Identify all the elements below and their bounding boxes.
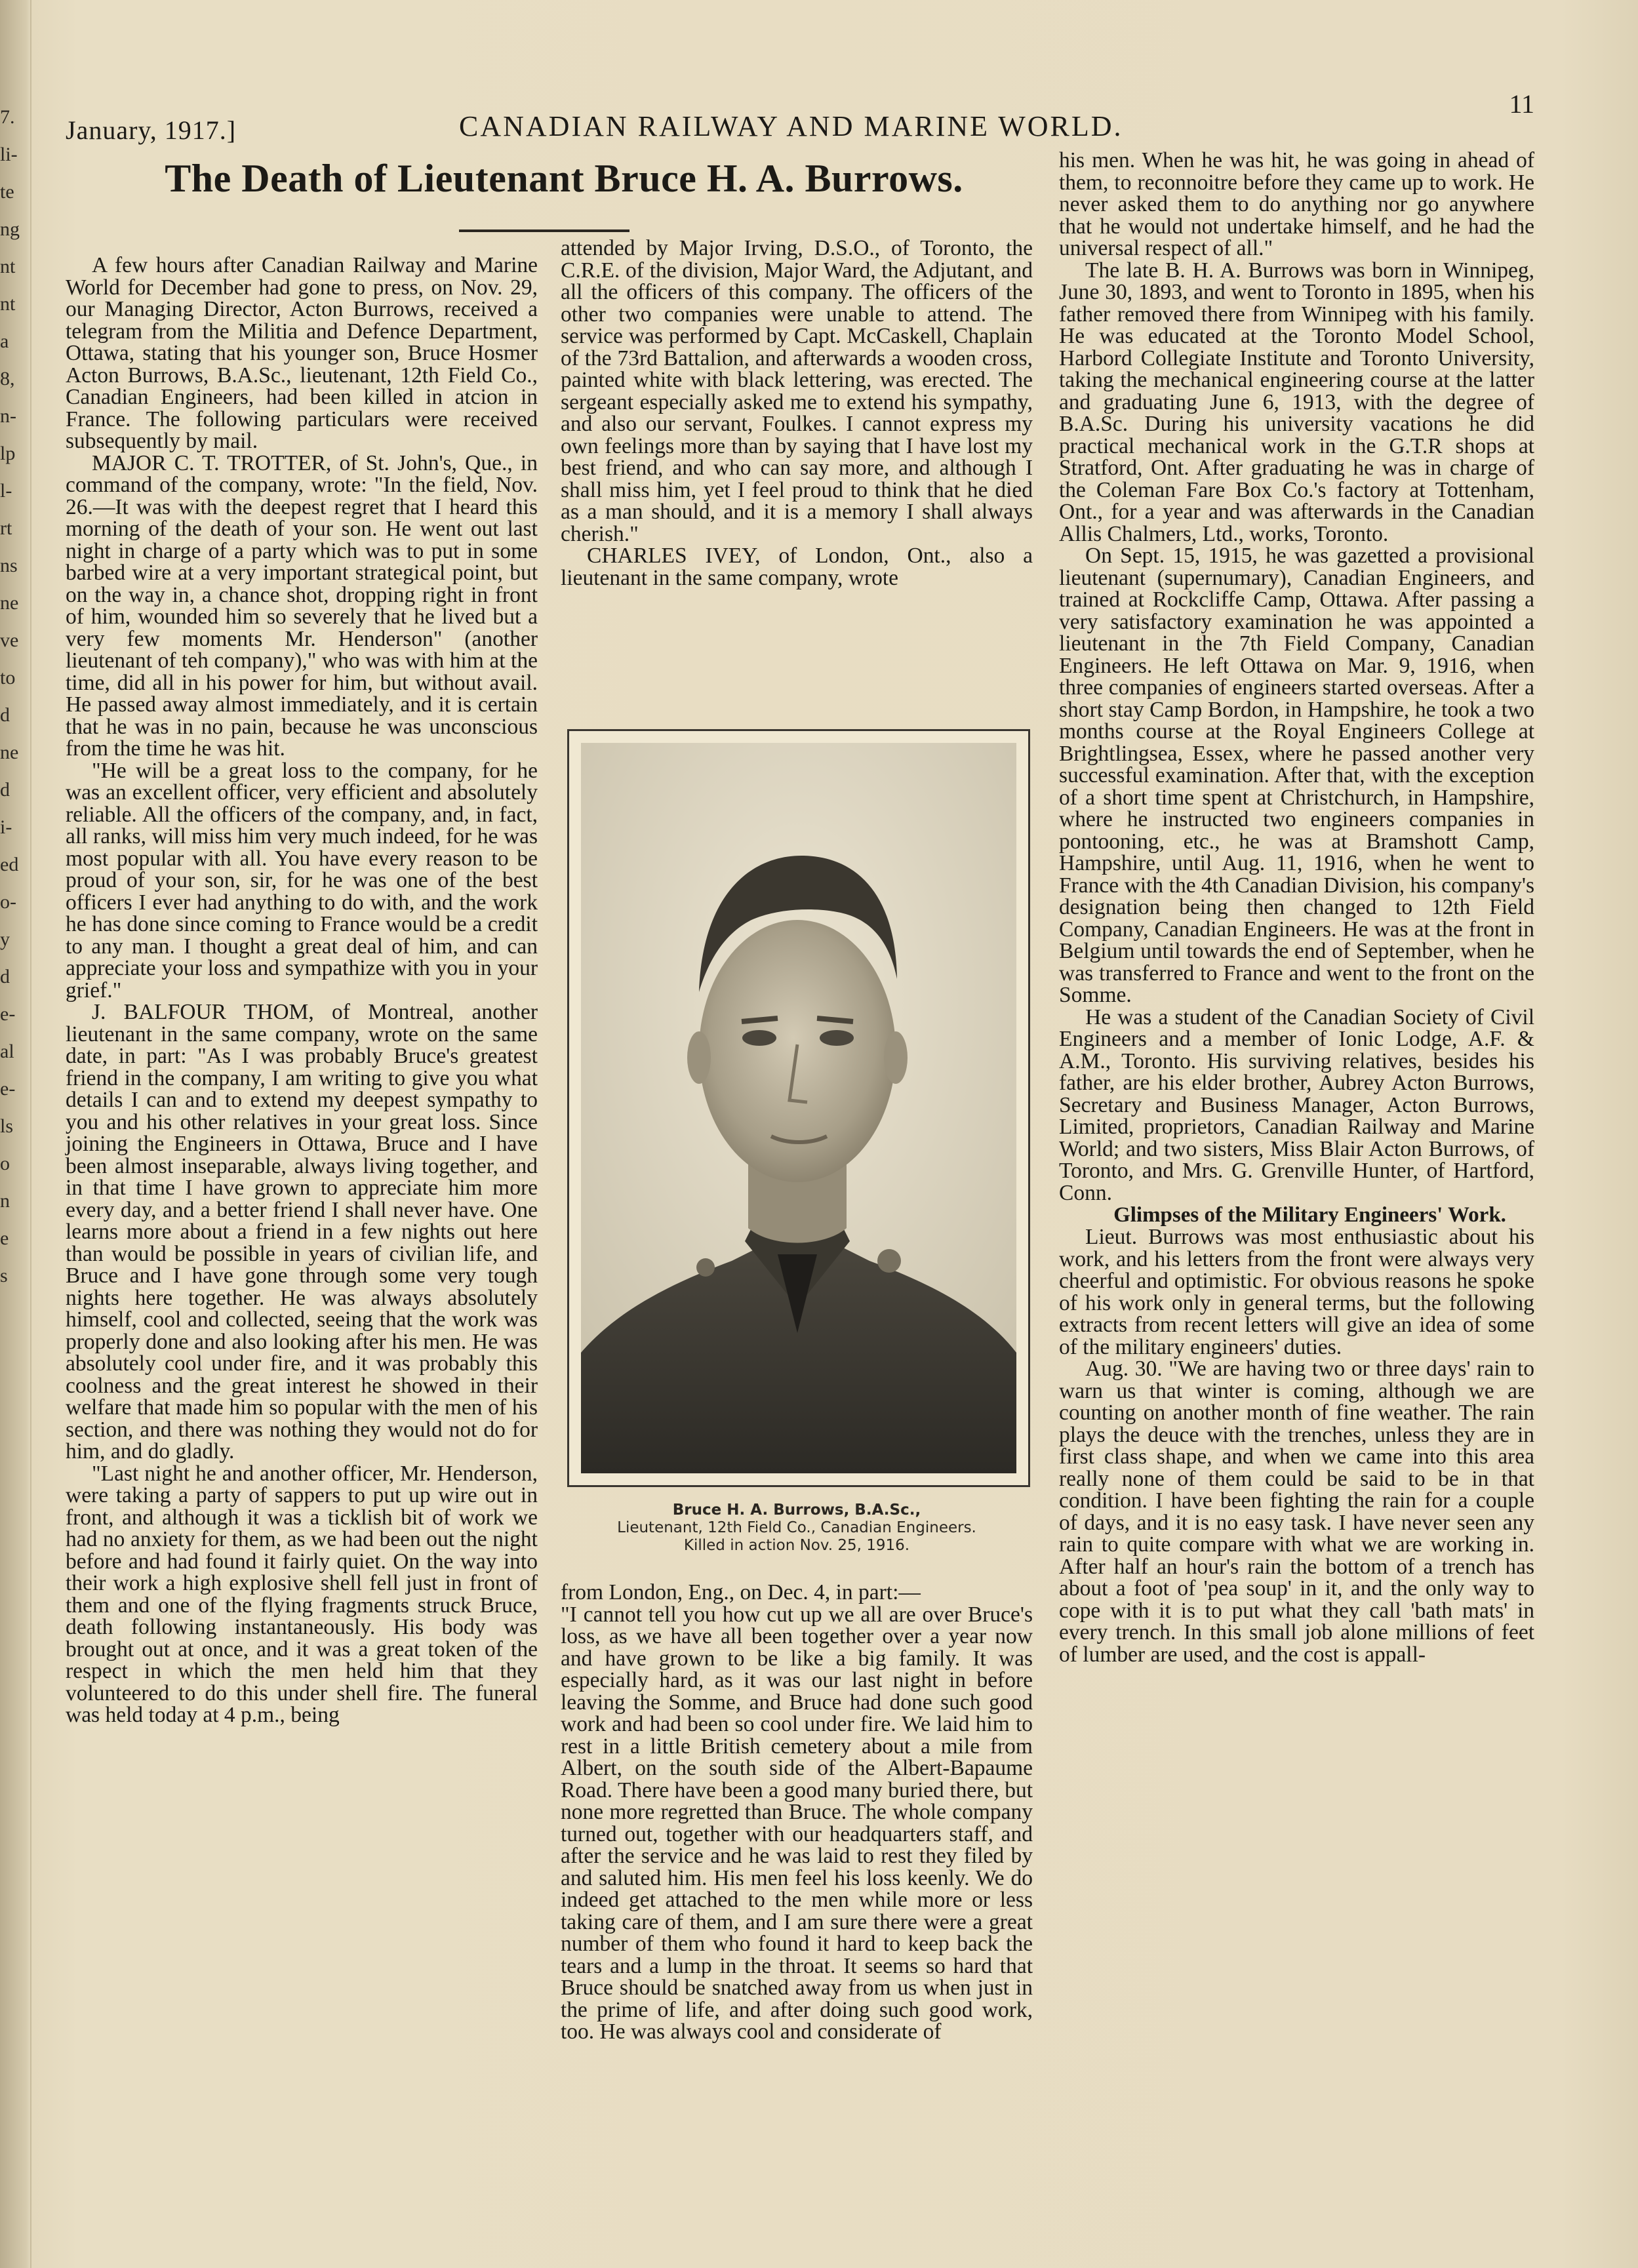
portrait-illustration [581, 743, 1016, 1473]
margin-fragment: ng [0, 218, 20, 240]
paragraph: attended by Major Irving, D.S.O., of Toronto, the C.R.E. of the division, Major Ward, the Adjutant, and all the officers of this company. The officers of the other two companies were unable to attend. The service was performed by Capt. McCaskell, Chaplain of the 73rd Battalion, and afterwards a wooden cross, painted white with black lettering, was erected. The sergeant especially asked me to extend his sympathy, and also our servant, Foulkes. I cannot express my own feelings more than by saying that I have lost my best friend, and who can say more, and although I shall miss him, yet I feel proud to think that he died as a man should, and it is a memory I shall always cherish." [561, 236, 1033, 546]
paragraph: "Last night he and another officer, Mr. Henderson, were taking a party of sappers to put up wire out in front, and although it was a ticklish bit of work we had no anxiety for them, as we had been out the night before and had found it fairly quiet. On the way into their work a high explosive shell fell just in front of them and one of the flying fragments struck Bruce, death following instantaneously. His body was brought out at once, and it was a great token of the respect in which the men held him that they volunteered to do this under shell fire. The funeral was held today at 4 p.m., being [66, 1461, 538, 1727]
margin-fragment: ne [0, 592, 19, 614]
article-headline: The Death of Lieutenant Bruce H. A. Burrows. [165, 157, 963, 200]
caption-rank: Lieutenant, 12th Field Co., Canadian Engineers. [617, 1519, 976, 1536]
margin-fragment: rt [0, 517, 12, 539]
margin-fragment: a [0, 330, 9, 352]
margin-fragment: e [0, 1227, 9, 1249]
paragraph: A few hours after Canadian Railway and Marine World for December had gone to press, on Nov. 29, our Managing Director, Acton Burrows, received a telegram from the Militia and Defence Department, Ottawa, stating that his younger son, Bruce Hosmer Acton Burrows, B.A.Sc., lieutenant, 12th Field Co., Canadian Engineers, had been killed in atcion in France. The following particulars were received subsequently by mail. [66, 253, 538, 453]
margin-fragment: e- [0, 1003, 16, 1025]
caption-death: Killed in action Nov. 25, 1916. [683, 1537, 910, 1554]
column-2-top [561, 237, 1033, 709]
previous-page-margin-fragments [0, 98, 26, 1294]
paragraph: Lieut. Burrows was most enthusiastic about his work, and his letters from the front were always very cheerful and optimistic. For obvious reasons he spoke of his work only in general terms, but the following extracts from recent letters will give an idea of some of the military engineers' duties. [1059, 1225, 1534, 1359]
caption-name: Bruce H. A. Burrows, B.A.Sc., [672, 1502, 921, 1519]
portrait-frame [567, 729, 1030, 1487]
page-number: 11 [1509, 89, 1534, 119]
section-subhead: Glimpses of the Military Engineers' Work. [1113, 1203, 1506, 1227]
margin-fragment: n- [0, 405, 16, 427]
margin-fragment: lp [0, 443, 16, 464]
margin-fragment: to [0, 667, 16, 688]
margin-fragment: ls [0, 1115, 14, 1137]
paragraph: CHARLES IVEY, of London, Ont., also a lieutenant in the same company, wrote [561, 544, 1033, 590]
paragraph: Aug. 30. "We are having two or three days' rain to warn us that winter is coming, although we are counting on another month of fine weather. The rain plays the deuce with the trenches, unless they are in first class shape, and when we came into this area really none of them could be said to be in that condition. I have been fighting the rain for a couple of days, and it is no easy task. I have never seen any rain to quite compare with what we are working in. After half an hour's rain the bottom of a trench has about a foot of 'pea soup' in it, and the only way to cope with it is to put what they call 'bath mats' in every trench. In this small job alone millions of feet of lumber are used, and the cost is appall- [1059, 1357, 1534, 1667]
margin-fragment: ve [0, 629, 19, 651]
margin-fragment: al [0, 1041, 14, 1062]
margin-fragment: o [0, 1153, 10, 1174]
margin-fragment: 8, [0, 368, 15, 389]
paragraph: "He will be a great loss to the company, for he was an excellent officer, very efficient and absolutely reliable. All the officers of the company, and, in fact, all ranks, will miss him very much indeed, for he was most popular with all. You have every reason to be proud of your son, sir, for he was one of the best officers I ever had anything to do with, and the work he has done since coming to France would be a credit to any man. I thought a great deal of him, and can appreciate your loss and sympathize with you in your grief." [66, 758, 538, 1003]
margin-fragment: ed [0, 854, 19, 875]
header-date: January, 1917.] [66, 115, 237, 145]
headline-rule [459, 229, 629, 232]
paragraph: He was a student of the Canadian Society of Civil Engineers and a member of Ionic Lodge, A.F. & A.M., Toronto. His surviving relatives, besides his father, are his elder brother, Aubrey Acton Burrows, Secretary and Business Manager, Acton Burrows, Limited, proprietors, Canadian Railway and Marine World; and two sisters, Miss Blair Acton Burrows, of Toronto, and Mrs. G. Grenville Hunter, of Hartford, Conn. [1059, 1005, 1534, 1205]
margin-fragment: d [0, 779, 10, 801]
portrait-caption [561, 1502, 1033, 1555]
margin-fragment: nt [0, 293, 16, 315]
paragraph: J. BALFOUR THOM, of Montreal, another lieutenant in the same company, wrote on the same date, in part: "As I was probably Bruce's greatest friend in the company, I am writing to give you what details I can and to extend my deepest sympathy to you and his other relatives in your great loss. Since joining the Engineers in Ottawa, Bruce and I have been almost inseparable, always living together, and in that time I have grown to appreciate him more every day, and a better friend I shall never have. One learns more about a friend in a few nights out here than would be possible in years of civilian life, and Bruce and I have gone through some very tough nights here together. He was always absolutely himself, cool and collected, seeing that the work was properly done and also looking after his men. He was absolutely cool under fire, and it was probably this coolness and the great interest he showed in their welfare that made him so popular with the men of his section, and there was nothing they would not do for him, and do gladly. [66, 1000, 538, 1463]
margin-fragment: l- [0, 480, 12, 502]
running-header [66, 89, 1534, 148]
paragraph: "I cannot tell you how cut up we all are over Bruce's loss, as we have all been together over a year now and have grown to be like a big family. It was especially hard, as it was our last night in before leaving the Somme, and Bruce had done such good work and had been so cool under fire. We laid him to rest in a little British cemetery about a mile from Albert, on the south side of the Albert-Bapaume Road. There have been a good many buried there, but none more regretted than Bruce. The whole company turned out, together with our headquarters staff, and after the service and he was laid to rest they filed by and saluted him. His men feel his loss keenly. We do indeed get attached to the men while more or less taking care of them, and I am sure there were a great number of them who found it hard to keep back the tears and a lump in the throat. It seems so hard that Bruce should be snatched away from us when just in the prime of life, and after doing such good work, too. He was always cool and considerate of [561, 1602, 1033, 2044]
portrait-photo [581, 743, 1016, 1473]
margin-fragment: e- [0, 1078, 16, 1100]
column-2-bottom [561, 1582, 1033, 2224]
margin-fragment: li- [0, 144, 18, 165]
column-1 [66, 254, 538, 2221]
paragraph: The late B. H. A. Burrows was born in Winnipeg, June 30, 1893, and went to Toronto in 1895, when his father removed there from Winnipeg with his family. He was educated at the Toronto Model School, Harbord Collegiate Institute and Toronto University, taking the mechanical engineering course at the latter and graduating June 6, 1913, with the degree of B.A.Sc. During his university vacations he did practical mechanical work in the G.T.R shops at Stratford, Ont. After graduating he was in charge of the Coleman Fare Box Co.'s factory at Tottenham, Ont., for a year and was afterwards in the Canadian Allis Chalmers, Ltd., works, Toronto. [1059, 258, 1534, 546]
margin-fragment: i- [0, 816, 12, 838]
header-publication: CANADIAN RAILWAY AND MARINE WORLD. [459, 110, 1123, 142]
margin-fragment: nt [0, 256, 16, 277]
margin-fragment: ne [0, 742, 19, 763]
paragraph: his men. When he was hit, he was going in ahead of them, to reconnoitre before they came up to work. He never asked them to do anything nor go anywhere that he would not undertake himself, and he had the universal respect of all." [1059, 148, 1534, 260]
margin-fragment: 7. [0, 106, 15, 128]
margin-fragment: s [0, 1265, 8, 1286]
margin-fragment: te [0, 181, 14, 203]
paragraph: On Sept. 15, 1915, he was gazetted a provisional lieutenant (supernumary), Canadian Engineers, and trained at Rockcliffe Camp, Ottawa. After passing a very satisfactory examination he was appointed a lieutenant in the 7th Field Company, Canadian Engineers. He left Ottawa on Mar. 9, 1916, when three companies of engineers started overseas. After a short stay Camp Bordon, in Hampshire, he took a two months course at the Royal Engineers College at Brightlingsea, Essex, where he passed another very successful examination. After that, with the exception of a short time spent at Christchurch, in Hampshire, where he instructed two engineers companies in pontooning, etc., he was at Bramshott Camp, Hampshire, until Aug. 11, 1916, when he went to France with the 4th Canadian Division, his company's designation being then changed to 12th Field Company, Canadian Engineers. He was at the front in Belgium until towards the end of September, when he was transferred to France and went to the front on the Somme. [1059, 544, 1534, 1007]
paragraph: MAJOR C. T. TROTTER, of St. John's, Que., in command of the company, wrote: "In the field, Nov. 26.—It was with the deepest regret that I heard this morning of the death of your son. He went out last night in charge of a party which was to put in some barbed wire at a very important strategical point, but on the way in, a chance shot, dropping right in front of him, wounded him so severely that he lived but a very few moments Mr. Henderson" (another lieutenant of teh company)," who was with him at the time, did all in his power for him, but without avail. He passed away almost immediately, and it is certain that he was in no pain, because he was unconscious from the time he was hit. [66, 450, 538, 761]
margin-fragment: o- [0, 891, 16, 913]
column-3 [1059, 149, 1534, 2228]
margin-fragment: y [0, 928, 10, 950]
margin-fragment: d [0, 704, 10, 726]
paragraph: from London, Eng., on Dec. 4, in part:— [561, 1580, 921, 1604]
margin-fragment: n [0, 1190, 10, 1212]
margin-fragment: ns [0, 555, 18, 576]
margin-fragment: d [0, 966, 10, 987]
